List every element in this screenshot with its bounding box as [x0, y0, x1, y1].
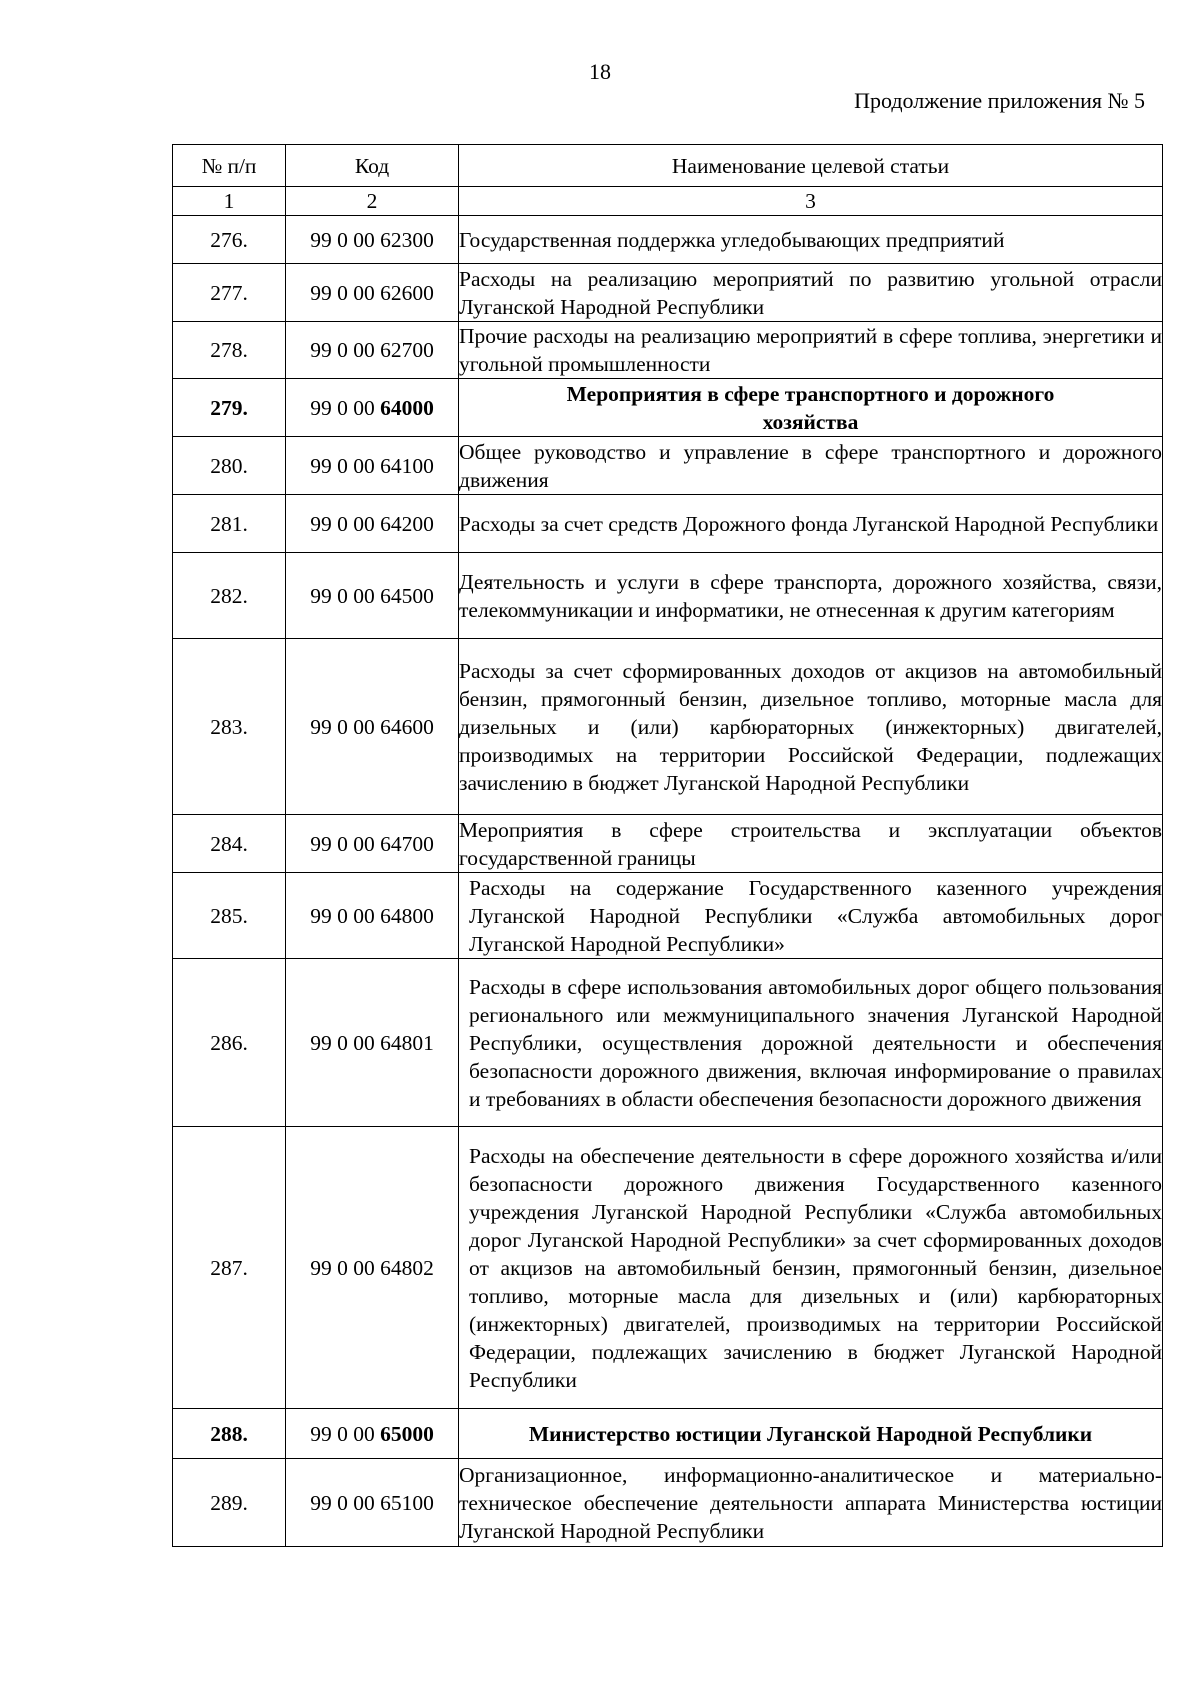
table-row	[173, 495, 1163, 553]
table-row	[173, 815, 1163, 873]
code-suffix: 64100	[380, 453, 434, 478]
row-number: 283.	[173, 639, 286, 815]
code-prefix: 99 0 00	[310, 1030, 381, 1055]
code-suffix: 62700	[380, 338, 434, 362]
column-number: 1	[173, 187, 286, 216]
code-prefix: 99 0 00	[310, 903, 381, 928]
code-suffix: 64200	[380, 511, 434, 536]
code-suffix: 64500	[380, 583, 434, 608]
row-number: 285.	[173, 873, 286, 959]
row-number: 288.	[173, 1409, 286, 1459]
section-row	[173, 379, 1163, 437]
code-prefix: 99 0 00	[310, 511, 381, 536]
row-number: 286.	[173, 959, 286, 1127]
table-row	[173, 322, 1163, 379]
row-code	[286, 873, 459, 959]
row-number: 279.	[173, 379, 286, 437]
row-code	[286, 553, 459, 639]
table-row	[173, 959, 1163, 1127]
table-row	[173, 873, 1163, 959]
row-code	[286, 815, 459, 873]
row-number: 287.	[173, 1127, 286, 1409]
code-suffix: 65100	[380, 1490, 434, 1515]
row-name: Организационное, информационно-аналитическое и материально-техническое обеспечение деятельности аппарата Министерства юстиции Луганской Народной Республики	[459, 1459, 1163, 1547]
code-prefix: 99 0 00	[310, 338, 381, 362]
row-code	[286, 264, 459, 322]
table-row	[173, 553, 1163, 639]
code-suffix: 64802	[380, 1255, 434, 1280]
table-header-row	[173, 145, 1163, 187]
row-name: Прочие расходы на реализацию мероприятий в сфере топлива, энергетики и угольной промышленности	[459, 322, 1163, 379]
row-number: 280.	[173, 437, 286, 495]
row-number: 277.	[173, 264, 286, 322]
row-code	[286, 1409, 459, 1459]
code-suffix: 65000	[380, 1421, 434, 1446]
row-name: Расходы на обеспечение деятельности в сфере дорожного хозяйства и/или безопасности дорожного движения Государственного казенного учреждения Луганской Народной Республики «Служба автомобильных дорог Луганской Народной Республики» за счет сформированных доходов от акцизов на автомобильный бензин, прямогонный бензин, дизельное топливо, моторные масла для дизельных и (или) карбюраторных (инжекторных) двигателей, производимых на территории Российской Федерации, подлежащих зачислению в бюджет Луганской Народной Республики	[459, 1127, 1163, 1409]
code-prefix: 99 0 00	[310, 1421, 381, 1446]
column-header-name: Наименование целевой статьи	[459, 145, 1163, 187]
table-row	[173, 216, 1163, 264]
row-code	[286, 216, 459, 264]
code-prefix: 99 0 00	[310, 583, 381, 608]
code-suffix: 62300	[380, 227, 434, 252]
section-row	[173, 1409, 1163, 1459]
column-header-code: Код	[286, 145, 459, 187]
section-title: Мероприятия в сфере транспортного и дорожного хозяйства	[459, 379, 1163, 437]
row-name: Деятельность и услуги в сфере транспорта, дорожного хозяйства, связи, телекоммуникации и информатики, не отнесенная к другим категориям	[459, 553, 1163, 639]
column-header-number: № п/п	[173, 145, 286, 187]
row-name: Расходы на реализацию мероприятий по развитию угольной отрасли Луганской Народной Республики	[459, 264, 1163, 322]
row-code	[286, 379, 459, 437]
row-code	[286, 1459, 459, 1547]
row-number: 276.	[173, 216, 286, 264]
code-suffix: 64600	[380, 714, 434, 739]
annex-label: Продолжение приложения № 5	[854, 88, 1145, 113]
row-name: Мероприятия в сфере строительства и эксплуатации объектов государственной границы	[459, 815, 1163, 873]
code-prefix: 99 0 00	[310, 714, 381, 739]
code-suffix: 62600	[380, 280, 434, 305]
code-suffix: 64700	[380, 831, 434, 856]
column-number-row	[173, 187, 1163, 216]
row-code	[286, 437, 459, 495]
target-articles-table	[172, 144, 1163, 1547]
code-prefix: 99 0 00	[310, 831, 381, 856]
row-number: 289.	[173, 1459, 286, 1547]
row-name: Государственная поддержка угледобывающих предприятий	[459, 216, 1163, 264]
row-number: 284.	[173, 815, 286, 873]
code-prefix: 99 0 00	[310, 395, 381, 420]
section-title: Министерство юстиции Луганской Народной Республики	[459, 1409, 1163, 1459]
page-number: 18	[589, 59, 611, 84]
code-suffix: 64801	[380, 1030, 434, 1055]
code-suffix: 64800	[380, 903, 434, 928]
row-code	[286, 639, 459, 815]
row-number: 281.	[173, 495, 286, 553]
row-name: Расходы за счет средств Дорожного фонда Луганской Народной Республики	[459, 495, 1163, 553]
table-row	[173, 1127, 1163, 1409]
code-prefix: 99 0 00	[310, 227, 381, 252]
table-row	[173, 1459, 1163, 1547]
row-name: Расходы за счет сформированных доходов от акцизов на автомобильный бензин, прямогонный бензин, дизельное топливо, моторные масла для дизельных и (или) карбюраторных (инжекторных) двигателей, производимых на территории Российской Федерации, подлежащих зачислению в бюджет Луганской Народной Республики	[459, 639, 1163, 815]
column-number: 2	[286, 187, 459, 216]
row-code	[286, 1127, 459, 1409]
code-suffix: 64000	[380, 395, 434, 420]
row-code	[286, 495, 459, 553]
row-number: 282.	[173, 553, 286, 639]
code-prefix: 99 0 00	[310, 280, 381, 305]
row-name: Расходы в сфере использования автомобильных дорог общего пользования регионального или межмуниципального значения Луганской Народной Республики, осуществления дорожной деятельности и обеспечения безопасности дорожного движения, включая информирование о правилах и требованиях в области обеспечения безопасности дорожного движения	[459, 959, 1163, 1127]
table-row	[173, 264, 1163, 322]
code-prefix: 99 0 00	[310, 1490, 381, 1515]
row-code	[286, 322, 459, 379]
row-name: Общее руководство и управление в сфере транспортного и дорожного движения	[459, 437, 1163, 495]
row-number: 278.	[173, 322, 286, 379]
column-number: 3	[459, 187, 1163, 216]
table-row	[173, 639, 1163, 815]
code-prefix: 99 0 00	[310, 453, 381, 478]
code-prefix: 99 0 00	[310, 1255, 381, 1280]
row-name: Расходы на содержание Государственного казенного учреждения Луганской Народной Республики «Служба автомобильных дорог Луганской Народной Республики»	[459, 873, 1163, 959]
table-row	[173, 437, 1163, 495]
row-code	[286, 959, 459, 1127]
